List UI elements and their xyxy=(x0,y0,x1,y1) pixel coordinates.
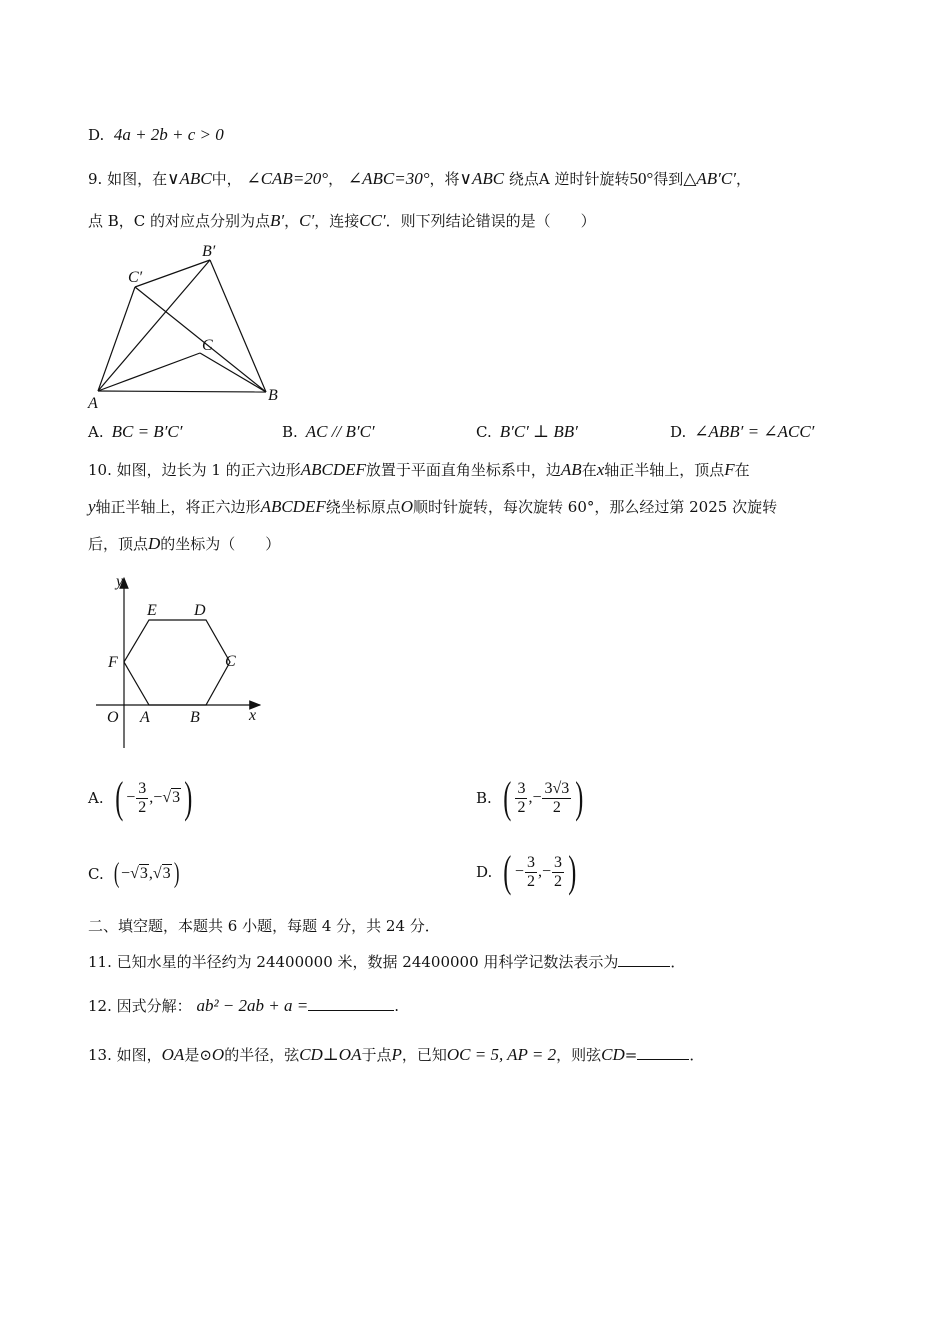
separator: , xyxy=(149,789,154,806)
numerator: 3√3 xyxy=(544,779,570,797)
math: ∨ABC xyxy=(459,169,505,188)
separator: , xyxy=(537,863,542,880)
q11 xyxy=(88,950,685,973)
label-o: O xyxy=(107,709,119,726)
sqrt xyxy=(153,865,172,883)
math: P xyxy=(391,1045,402,1064)
text: 的坐标为（ ） xyxy=(160,535,281,553)
math: △AB′C′ xyxy=(683,169,736,188)
sign: −√ xyxy=(121,865,139,882)
math: C′ xyxy=(299,211,315,230)
numerator: 3 xyxy=(138,779,147,797)
separator: , xyxy=(528,789,533,806)
label-b-prime: B′ xyxy=(202,243,216,260)
question-number: 9. xyxy=(88,170,103,188)
q10-stem-line3 xyxy=(88,533,280,555)
q9-option-d[interactable] xyxy=(670,422,814,442)
left-paren-icon: ( xyxy=(503,847,512,896)
q9-stem-line2 xyxy=(88,210,596,232)
math-expression xyxy=(500,847,579,896)
hexagon xyxy=(124,620,230,705)
math: y xyxy=(88,497,96,516)
text: 因式分解： xyxy=(116,997,192,1015)
denominator: 2 xyxy=(553,872,562,890)
text: 在 xyxy=(581,461,597,479)
math-expression xyxy=(112,773,196,822)
segment-acp xyxy=(98,287,135,391)
segment-cb xyxy=(200,353,266,392)
question-number: 12. xyxy=(88,997,112,1015)
fraction xyxy=(525,854,537,891)
text: ， xyxy=(735,170,751,188)
question-number: 10. xyxy=(88,461,112,479)
q13 xyxy=(88,1043,704,1066)
numerator: 3 xyxy=(553,853,562,871)
math: ∨ABC xyxy=(167,169,212,188)
math-expression: BC = B′C′ xyxy=(111,422,183,441)
q10-stem-line2 xyxy=(88,496,777,518)
answer-blank[interactable] xyxy=(618,950,670,967)
radicand: 3 xyxy=(162,865,171,882)
math: CD⊥OA xyxy=(299,1045,362,1064)
option-label: B. xyxy=(282,423,298,441)
segment-ab xyxy=(98,391,266,392)
math-expression xyxy=(500,773,587,822)
sign: − xyxy=(541,863,551,880)
label-c-prime: C′ xyxy=(128,269,143,286)
label-d: D xyxy=(194,602,206,619)
math: OC = 5, AP = 2 xyxy=(446,1045,557,1064)
fraction xyxy=(552,854,564,891)
text: ． xyxy=(689,1046,705,1064)
math-expression: ∠ABB′ = ∠ACC′ xyxy=(694,422,815,441)
right-paren-icon: ) xyxy=(173,858,180,889)
text: ，已知 xyxy=(401,1046,447,1064)
q9-option-b[interactable] xyxy=(282,422,375,442)
q12 xyxy=(88,994,399,1017)
numerator: 3 xyxy=(526,853,535,871)
math: ∠ABC=30° xyxy=(347,169,430,188)
math: CD xyxy=(601,1045,625,1064)
label-a: A xyxy=(140,709,150,726)
answer-blank[interactable] xyxy=(637,1043,689,1060)
option-label: D. xyxy=(476,863,493,881)
radicand: 3 xyxy=(139,865,148,882)
denominator: 2 xyxy=(517,798,526,816)
label-e: E xyxy=(147,602,157,619)
math-expression: B′C′ ⊥ BB′ xyxy=(499,422,578,441)
math: D xyxy=(148,534,161,553)
text: ，连接 xyxy=(314,212,360,230)
fraction xyxy=(515,780,527,817)
text: 轴正半轴上，顶点 xyxy=(604,461,725,479)
math: AB xyxy=(560,460,582,479)
text: 后，顶点 xyxy=(88,535,149,553)
label-a: A xyxy=(88,395,98,412)
math: O xyxy=(211,1045,225,1064)
segment-bpb xyxy=(210,260,266,392)
text: 是⊙ xyxy=(184,1046,212,1064)
text: 放置于平面直角坐标系中，边 xyxy=(365,461,561,479)
left-paren-icon: ( xyxy=(114,773,123,822)
q10-option-c[interactable] xyxy=(88,860,181,888)
q10-option-b[interactable] xyxy=(476,773,587,822)
text: 得到 xyxy=(653,170,684,188)
q10-figure xyxy=(96,568,276,753)
text: 于点 xyxy=(361,1046,392,1064)
math: ∠CAB=20° xyxy=(246,169,329,188)
text: 在 xyxy=(734,461,750,479)
sign: √ xyxy=(152,865,162,882)
q9-option-c[interactable] xyxy=(476,422,578,442)
text: 轴正半轴上，将正六边形 xyxy=(95,498,261,516)
math-expression: ab² − 2ab + a = xyxy=(196,996,309,1015)
math: 50° xyxy=(629,169,654,188)
label-c: C xyxy=(225,653,236,670)
option-label: C. xyxy=(88,865,104,883)
q10-option-d[interactable] xyxy=(476,847,580,896)
sign: −√ xyxy=(153,789,172,806)
text: = xyxy=(624,1046,638,1064)
math: F xyxy=(724,460,735,479)
text: 绕点A 逆时针旋转 xyxy=(508,170,630,188)
text: ， xyxy=(328,170,344,188)
math: O xyxy=(400,497,414,516)
denominator: 2 xyxy=(526,872,535,890)
sqrt xyxy=(121,865,149,883)
q9-option-a[interactable] xyxy=(88,422,182,442)
q10-stem-line1 xyxy=(88,459,750,481)
label-x: x xyxy=(249,707,257,724)
math: x xyxy=(596,460,605,479)
left-paren-icon: ( xyxy=(503,773,512,822)
separator: , xyxy=(148,865,153,882)
question-number: 11. xyxy=(88,953,112,971)
option-label: B. xyxy=(476,789,492,807)
q8-option-d[interactable] xyxy=(88,124,224,146)
text: 绕坐标原点 xyxy=(325,498,401,516)
text: 的半径，弦 xyxy=(224,1046,300,1064)
label-b: B xyxy=(268,387,278,404)
radicand: 3 xyxy=(172,789,181,806)
answer-blank[interactable] xyxy=(308,994,394,1011)
text: ．则下列结论错误的是（ ） xyxy=(385,212,596,230)
label-c: C xyxy=(202,337,213,354)
option-label: D. xyxy=(670,423,687,441)
option-label: D. xyxy=(88,126,105,144)
text: 中， xyxy=(211,170,242,188)
math-expression: AC // B′C′ xyxy=(305,422,375,441)
numerator: 3 xyxy=(517,779,526,797)
question-number: 13. xyxy=(88,1046,112,1064)
math: B′ xyxy=(270,211,285,230)
fraction xyxy=(136,780,148,817)
denominator: 2 xyxy=(552,798,561,816)
label-y: y xyxy=(116,573,124,590)
text: ，则弦 xyxy=(556,1046,602,1064)
segment-ac xyxy=(98,353,200,391)
text: ． xyxy=(670,953,686,971)
q9-stem-line1 xyxy=(88,168,751,190)
text: 如图， xyxy=(116,1046,162,1064)
option-label: A. xyxy=(88,789,104,807)
text: 已知水星的半径约为 24400000 米，数据 24400000 用科学记数法表示为 xyxy=(116,953,619,971)
q10-option-a[interactable] xyxy=(88,773,196,822)
option-label: A. xyxy=(88,423,104,441)
label-f: F xyxy=(108,654,118,671)
right-paren-icon: ) xyxy=(575,773,584,822)
sign: − xyxy=(126,789,136,806)
text: 如图，在 xyxy=(107,170,168,188)
q9-figure xyxy=(84,238,294,414)
sign: − xyxy=(514,863,524,880)
math-expression xyxy=(112,860,181,888)
left-paren-icon: ( xyxy=(113,858,120,889)
math: OA xyxy=(161,1045,185,1064)
fraction xyxy=(542,780,571,817)
sqrt xyxy=(153,789,181,807)
option-label: C. xyxy=(476,423,492,441)
denominator: 2 xyxy=(138,798,147,816)
right-paren-icon: ) xyxy=(184,773,193,822)
label-b: B xyxy=(190,709,200,726)
text: ， xyxy=(284,212,300,230)
right-paren-icon: ) xyxy=(568,847,577,896)
text: 点 B，C 的对应点分别为点 xyxy=(88,212,271,230)
math: ABCDEF xyxy=(300,460,366,479)
section-2-heading: 二、填空题，本题共 6 小题，每题 4 分，共 24 分． xyxy=(88,917,440,935)
math: CC′ xyxy=(359,211,386,230)
text: . xyxy=(394,997,399,1015)
text: 顺时针旋转，每次旋转 60°，那么经过第 2025 次旋转 xyxy=(413,498,778,516)
text: 如图，边长为 1 的正六边形 xyxy=(116,461,301,479)
math-expression: 4a + 2b + c > 0 xyxy=(113,125,224,144)
text: ，将 xyxy=(429,170,460,188)
segment-ccp xyxy=(135,287,266,392)
sign: − xyxy=(532,789,542,806)
math: ABCDEF xyxy=(260,497,326,516)
